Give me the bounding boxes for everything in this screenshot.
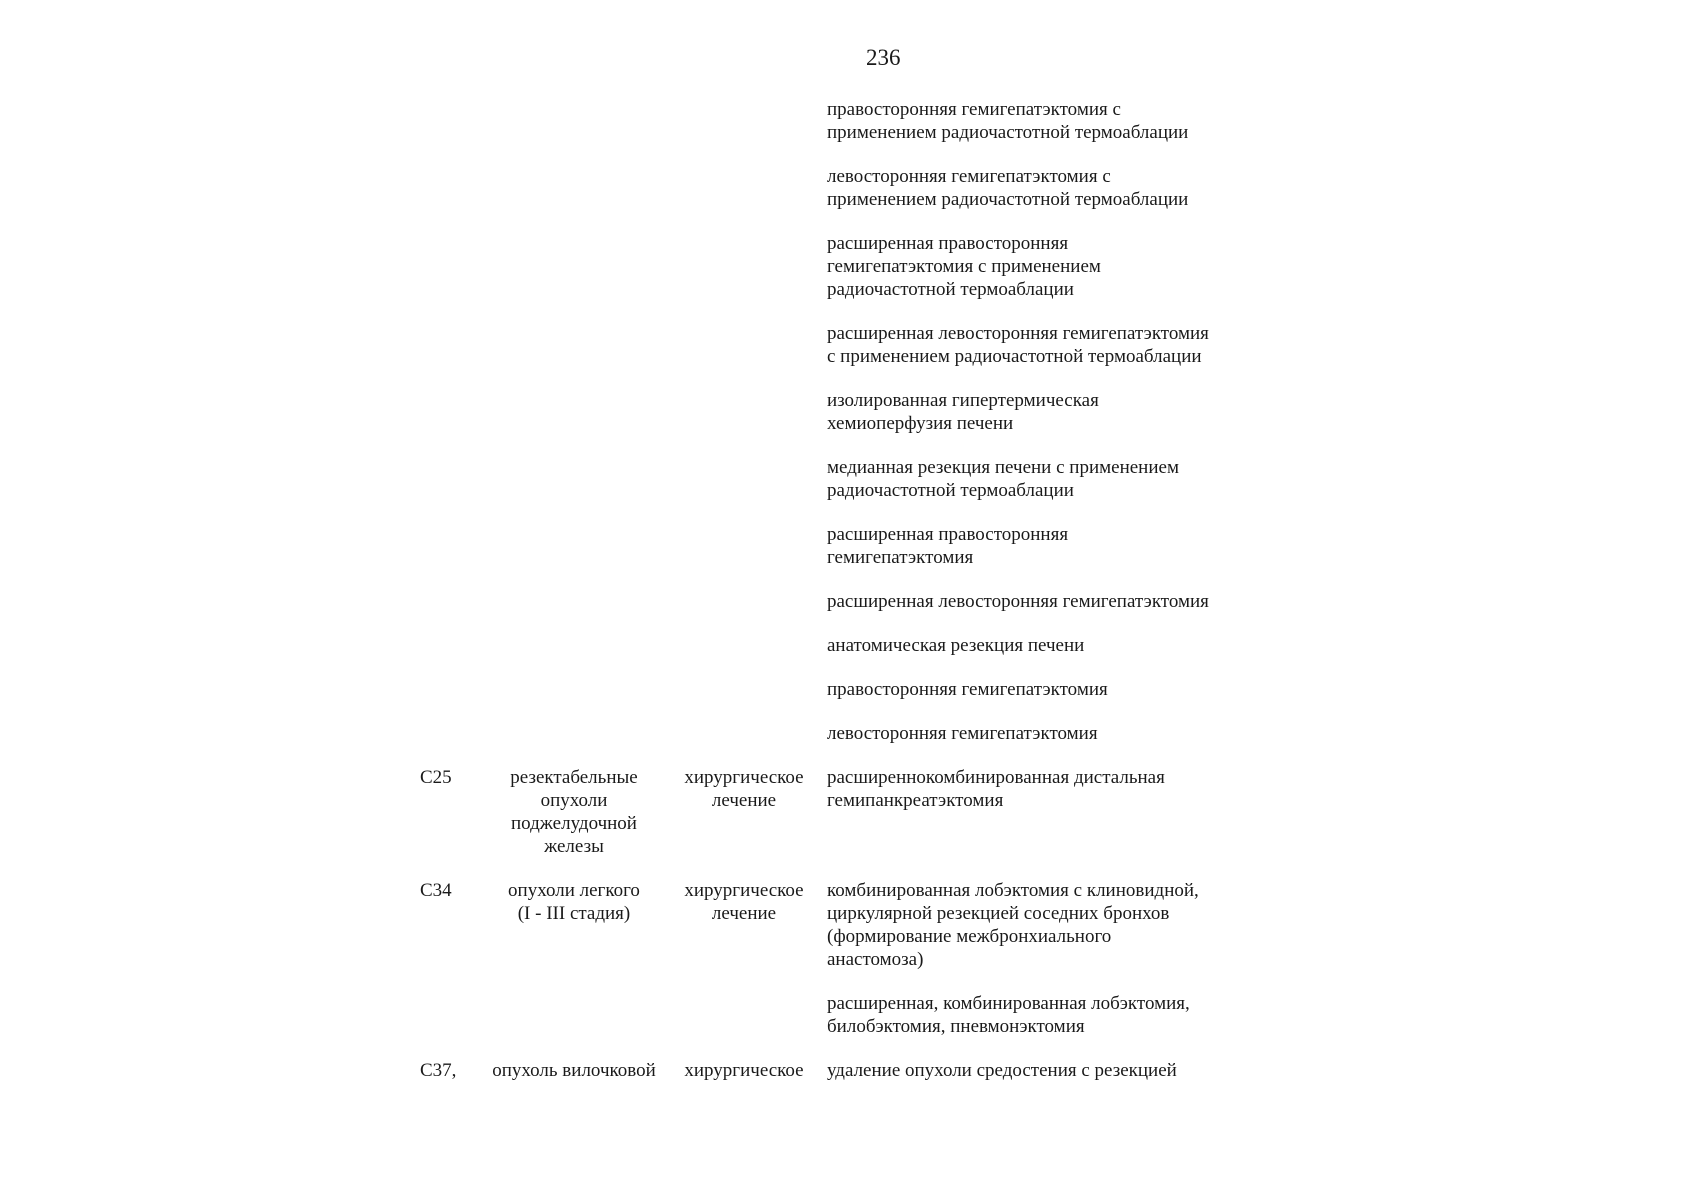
treatment-type-cell: хирургическое лечение bbox=[684, 767, 804, 811]
treatment-type-cell: хирургическое лечение bbox=[684, 880, 804, 924]
method-item: правосторонняя гемигепатэктомия bbox=[827, 679, 1108, 700]
icd-code-cell: C34 bbox=[420, 880, 452, 901]
method-item: медианная резекция печени с применением радиочастотной термоаблации bbox=[827, 457, 1179, 501]
method-item: расширенная правосторонняя гемигепатэктомия bbox=[827, 524, 1069, 568]
methods-cell bbox=[814, 1059, 1267, 1103]
method-item: расширенная правосторонняя гемигепатэктомия с применением радиочастотной термоаблации bbox=[827, 233, 1101, 300]
table-row bbox=[405, 766, 1305, 858]
methods-cell bbox=[814, 766, 1267, 833]
icd-code-cell: C37, bbox=[420, 1060, 457, 1081]
methods-cell bbox=[814, 98, 1267, 766]
method-item: изолированная гипертермическая хемиоперфузия печени bbox=[827, 390, 1099, 434]
method-item: расширеннокомбинированная дистальная гемипанкреатэктомия bbox=[827, 767, 1165, 811]
page-number: 236 bbox=[866, 45, 901, 70]
method-item: левосторонняя гемигепатэктомия с применением радиочастотной термоаблации bbox=[827, 166, 1189, 210]
treatment-table bbox=[405, 98, 1305, 1103]
table-row bbox=[405, 1059, 1305, 1103]
method-item: левосторонняя гемигепатэктомия bbox=[827, 723, 1098, 744]
method-item: расширенная, комбинированная лобэктомия, билобэктомия, пневмонэктомия bbox=[827, 993, 1190, 1037]
method-item: комбинированная лобэктомия с клиновидной, циркулярной резекцией соседних бронхов (формирование межбронхиального анастомоза) bbox=[827, 880, 1199, 970]
method-item: анатомическая резекция печени bbox=[827, 635, 1085, 656]
method-item: удаление опухоли средостения с резекцией bbox=[827, 1060, 1177, 1081]
treatment-type-cell: хирургическое bbox=[684, 1060, 804, 1081]
diagnosis-cell: опухоли легкого (I - III стадия) bbox=[508, 880, 640, 924]
table-row bbox=[405, 98, 1305, 766]
methods-cell bbox=[814, 879, 1267, 1059]
icd-code-cell: C25 bbox=[420, 767, 452, 788]
table-row bbox=[405, 879, 1305, 1059]
method-item: расширенная левосторонняя гемигепатэктомия bbox=[827, 591, 1209, 612]
method-item: правосторонняя гемигепатэктомия с применением радиочастотной термоаблации bbox=[827, 99, 1189, 143]
method-item: расширенная левосторонняя гемигепатэктомия с применением радиочастотной термоаблации bbox=[827, 323, 1209, 367]
diagnosis-cell: резектабельные опухоли поджелудочной железы bbox=[510, 767, 638, 857]
diagnosis-cell: опухоль вилочковой bbox=[492, 1060, 656, 1081]
